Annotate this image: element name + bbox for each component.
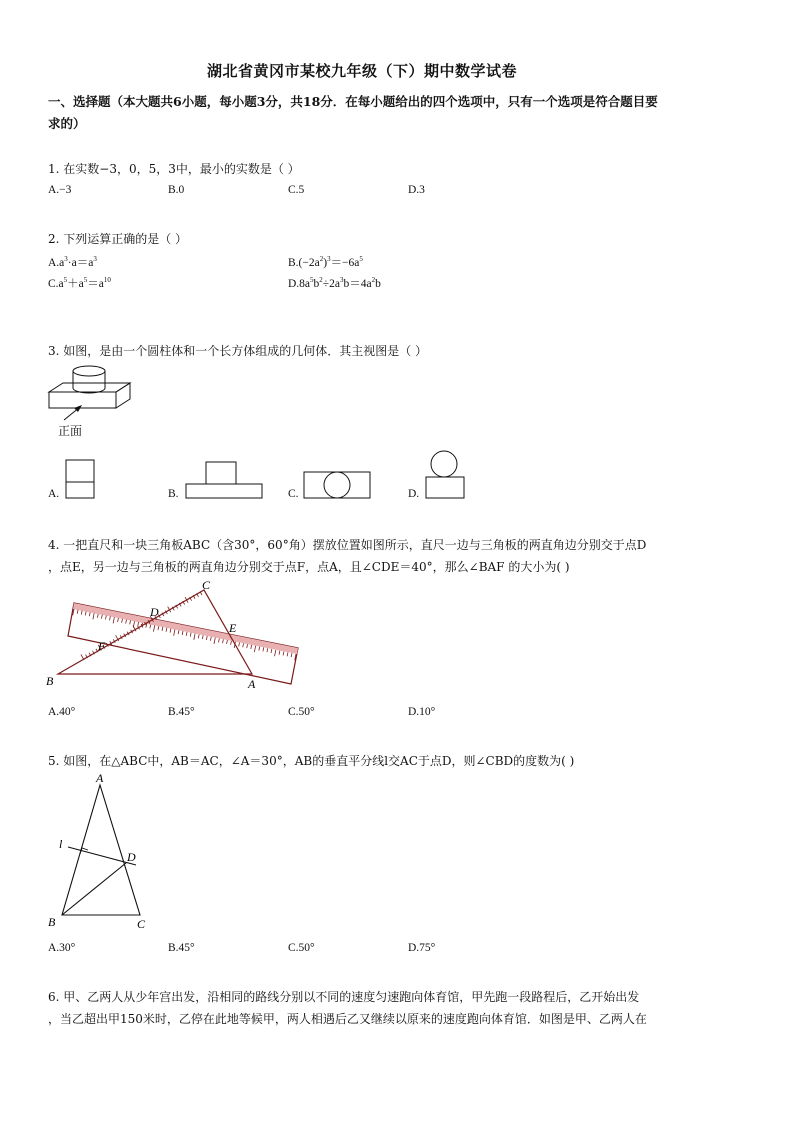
- tick-mark: [219, 638, 220, 642]
- q4-option-c: C.50°: [288, 706, 315, 718]
- q2-stem: 2. 下列运算正确的是（ ）: [48, 232, 188, 246]
- q6-stem-line2: ，当乙超出甲150米时，乙停在此地等候甲，两人相遇后乙又继续以原来的速度跑向体育馆．如图是甲、乙两人在: [48, 1012, 647, 1026]
- tick-mark: [206, 636, 207, 640]
- tick-mark: [110, 616, 111, 620]
- q4-stem-line2: ，点E，另一边与三角板的两直角边分别交于点F，点A，且∠CDE＝40°，那么∠BAF 的大小为( ): [48, 560, 570, 574]
- tick-mark: [223, 639, 224, 643]
- q4-option-a: A.40°: [48, 706, 76, 718]
- triangle-abc: [58, 590, 252, 674]
- q5-label-l: l: [59, 837, 63, 851]
- tick-mark: [279, 651, 280, 655]
- q3-stem: 3. 如图，是由一个圆柱体和一个长方体组成的几何体．其主视图是（ ）: [48, 344, 428, 358]
- q1-stem: 1. 在实数−3，0，5，3中，最小的实数是（ ）: [48, 162, 300, 176]
- tick-mark: [89, 612, 90, 616]
- tick-mark: [158, 626, 159, 630]
- tick-mark: [243, 643, 244, 647]
- tick-mark: [150, 625, 151, 629]
- q3-option-a-label: A.: [48, 488, 60, 500]
- q6-stem-line1: 6. 甲、乙两人从少年宫出发，沿相同的路线分别以不同的速度匀速跑向体育馆，甲先跑一段路程后，乙开始出发: [48, 990, 640, 1004]
- q5-option-a: A.30°: [48, 942, 76, 954]
- q5-option-c: C.50°: [288, 942, 315, 954]
- section-header-line1: 一、选择题（本大题共6小题，每小题3分，共18分．在每小题给出的四个选项中，只有一个选项是符合题目要: [48, 94, 658, 109]
- tick-mark: [174, 629, 175, 635]
- tick-mark: [287, 652, 288, 656]
- q4-option-d: D.10°: [408, 706, 436, 718]
- q2-option-d: $D.8a^5b^2\div 2a^3b=4a^2b$: [288, 276, 381, 290]
- q4-option-b: B.45°: [168, 706, 195, 718]
- tick-mark: [275, 650, 276, 656]
- q3-front-label: 正面: [58, 424, 83, 438]
- page-title: 湖北省黄冈市某校九年级（下）期中数学试卷: [207, 62, 518, 80]
- q1-option-d: D.3: [408, 184, 425, 196]
- tick-mark: [239, 643, 240, 647]
- tick-mark: [214, 638, 215, 644]
- tick-mark: [170, 629, 171, 633]
- tick-mark: [101, 615, 102, 619]
- q2-option-c: $C.a^5+a^5=a^{10}$: [48, 276, 111, 290]
- q4-label-e: E: [229, 621, 237, 635]
- q1-option-b: B.0: [168, 184, 185, 196]
- q4-stem-line1: 4. 一把直尺和一块三角板ABC（含30°，60°角）摆放位置如图所示，直尺一边与三角板的两直角边分别交于点D: [48, 538, 647, 552]
- tick-mark: [267, 648, 268, 652]
- tick-mark: [202, 635, 203, 639]
- tick-mark: [247, 644, 248, 648]
- q5-option-b: B.45°: [168, 942, 195, 954]
- segment-bd: [62, 863, 126, 915]
- q4-label-a: A: [248, 677, 256, 691]
- q4-label-d: D: [150, 605, 159, 619]
- tick-mark: [182, 631, 183, 635]
- tick-mark: [178, 630, 179, 634]
- tick-mark: [166, 628, 167, 632]
- tick-mark: [122, 619, 123, 623]
- q1-option-a: A.−3: [48, 184, 72, 196]
- q5-triangle-figure: [44, 770, 164, 932]
- tick-mark: [227, 640, 228, 644]
- q3-option-c-figure: [302, 470, 372, 500]
- tick-mark: [81, 654, 84, 660]
- tick-mark: [291, 653, 292, 657]
- tick-mark: [97, 614, 98, 618]
- tick-mark: [251, 645, 252, 649]
- q5-label-a: A: [96, 771, 104, 785]
- tick-mark: [198, 634, 199, 638]
- q3-option-d-label: D.: [408, 488, 420, 500]
- tick-mark: [259, 647, 260, 651]
- q3-option-b-figure: [184, 460, 264, 500]
- tick-mark: [138, 622, 139, 626]
- tick-mark: [105, 616, 106, 620]
- tick-mark: [113, 617, 114, 623]
- q5-stem: 5. 如图，在△ABC中，AB＝AC，∠A＝30°，AB的垂直平分线l交AC于点D，则∠CBD的度数为( ): [48, 754, 575, 768]
- tick-mark: [210, 637, 211, 641]
- tick-mark: [81, 611, 82, 615]
- q3-option-b-label: B.: [168, 488, 179, 500]
- tick-mark: [77, 610, 78, 614]
- tick-mark: [126, 620, 127, 624]
- q4-ruler-triangle-figure: [44, 578, 334, 698]
- tick-mark: [231, 641, 232, 645]
- q3-option-d-figure: [424, 450, 466, 500]
- q4-label-f: F: [98, 639, 106, 653]
- q2-option-a: $A.a^3\cdot a=a^3$: [48, 255, 97, 269]
- tick-mark: [118, 618, 119, 622]
- tick-mark: [186, 632, 187, 636]
- q3-option-c-label: C.: [288, 488, 299, 500]
- tick-mark: [283, 652, 284, 656]
- tick-mark: [162, 627, 163, 631]
- q5-label-d: D: [127, 850, 136, 864]
- tick-mark: [271, 649, 272, 653]
- section-header-line2: 求的）: [48, 116, 86, 131]
- q5-option-d: D.75°: [408, 942, 436, 954]
- tick-mark: [130, 620, 131, 624]
- tick-mark: [93, 613, 94, 619]
- tick-mark: [254, 646, 255, 652]
- tick-mark: [153, 625, 154, 631]
- q5-label-b: B: [48, 915, 56, 929]
- tick-mark: [190, 633, 191, 637]
- tick-mark: [85, 611, 86, 615]
- q2-option-b: $B.(-2a^2)^3=-6a^5$: [288, 255, 363, 269]
- tick-mark: [263, 647, 264, 651]
- q4-label-b: B: [46, 674, 54, 688]
- q1-option-c: C.5: [288, 184, 305, 196]
- perpendicular-bisector-l: [68, 847, 136, 865]
- q4-label-c: C: [202, 578, 211, 592]
- q5-label-c: C: [137, 917, 146, 931]
- tick-mark: [194, 634, 195, 640]
- q3-option-a-figure: [64, 458, 96, 500]
